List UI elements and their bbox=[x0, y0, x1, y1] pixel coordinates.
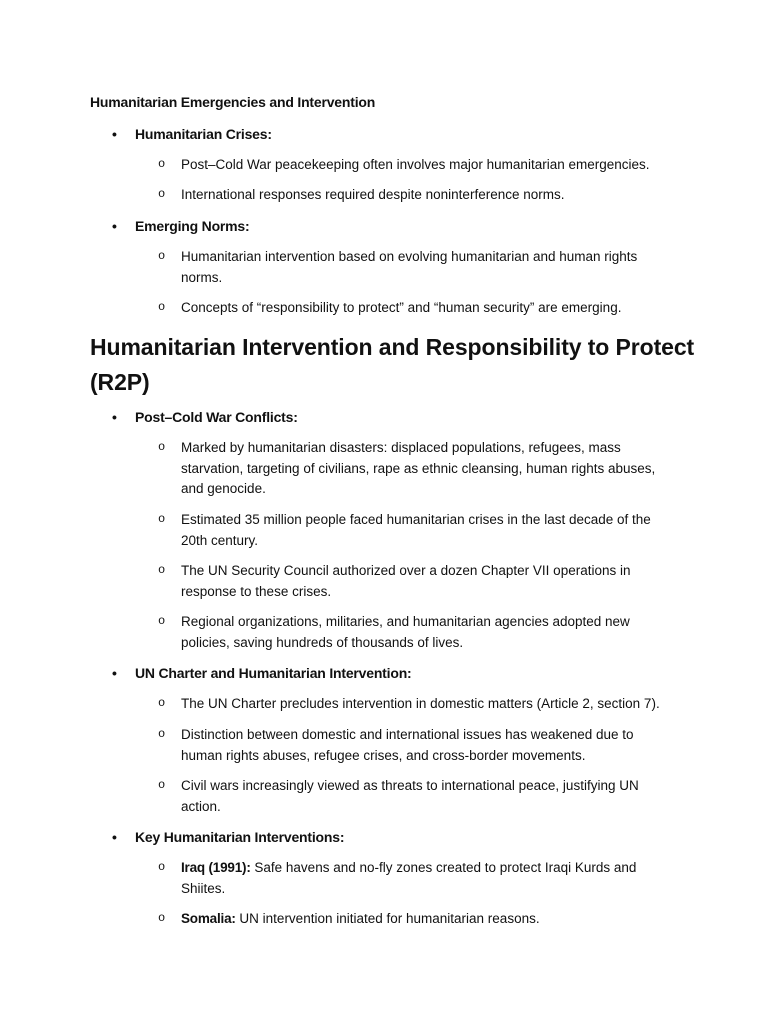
sub-list-item-text: Estimated 35 million people faced humanitarian crises in the last decade of the 20th century. bbox=[181, 512, 651, 548]
sub-bullet-icon: o bbox=[158, 696, 166, 710]
sub-bullet-icon: o bbox=[158, 860, 166, 874]
sub-bullet-icon: o bbox=[158, 614, 166, 628]
sub-bullet-icon: o bbox=[158, 512, 166, 526]
sub-list-item-text: Regional organizations, militaries, and humanitarian agencies adopted new policies, saving hundreds of thousands of lives. bbox=[181, 614, 630, 650]
sub-list-item-text: Post–Cold War peacekeeping often involves major humanitarian emergencies. bbox=[181, 157, 650, 172]
bullet-icon: • bbox=[112, 829, 117, 845]
sub-list-item-text: Concepts of “responsibility to protect” and “human security” are emerging. bbox=[181, 300, 622, 315]
list-item-label: UN Charter and Humanitarian Intervention: bbox=[135, 665, 412, 681]
list-item-label: Post–Cold War Conflicts: bbox=[135, 409, 298, 425]
sub-list-item-text bbox=[181, 858, 678, 899]
sub-bullet-icon: o bbox=[158, 727, 166, 741]
sub-bullet-icon: o bbox=[158, 778, 166, 792]
sub-bullet-icon: o bbox=[158, 300, 166, 314]
sub-list-item-text bbox=[181, 909, 678, 930]
sub-list-item-text: Civil wars increasingly viewed as threats to international peace, justifying UN action. bbox=[181, 778, 639, 814]
sub-bullet-icon: o bbox=[158, 440, 166, 454]
main-heading: Humanitarian Intervention and Responsibility to Protect (R2P) bbox=[90, 334, 695, 395]
sub-bullet-icon: o bbox=[158, 563, 166, 577]
sub-bullet-icon: o bbox=[158, 249, 166, 263]
intervention-text: Safe havens and no-fly zones created to protect Iraqi Kurds and Shiites. bbox=[181, 860, 637, 896]
sub-list-item-text: International responses required despite noninterference norms. bbox=[181, 187, 565, 202]
sub-bullet-icon: o bbox=[158, 187, 166, 201]
sub-list-item-text: Marked by humanitarian disasters: displaced populations, refugees, mass starvation, targeting of civilians, rape as ethnic cleansing, human rights abuses, and genocide. bbox=[181, 440, 656, 496]
list-item-label: Key Humanitarian Interventions: bbox=[135, 829, 345, 845]
intervention-lead: Somalia: bbox=[181, 911, 236, 926]
bullet-icon: • bbox=[112, 218, 117, 234]
intro-heading: Humanitarian Emergencies and Intervention bbox=[90, 94, 376, 110]
sub-bullet-icon: o bbox=[158, 911, 166, 925]
bullet-icon: • bbox=[112, 665, 117, 681]
bullet-icon: • bbox=[112, 126, 117, 142]
intervention-lead: Iraq (1991): bbox=[181, 860, 251, 875]
intervention-text: UN intervention initiated for humanitarian reasons. bbox=[235, 911, 540, 926]
list-item-label: Humanitarian Crises: bbox=[135, 126, 272, 142]
sub-list-item-text: The UN Security Council authorized over a dozen Chapter VII operations in response to these crises. bbox=[181, 563, 631, 599]
list-item-label: Emerging Norms: bbox=[135, 218, 250, 234]
sub-bullet-icon: o bbox=[158, 157, 166, 171]
sub-list-item-text: The UN Charter precludes intervention in domestic matters (Article 2, section 7). bbox=[181, 696, 660, 711]
bullet-icon: • bbox=[112, 409, 117, 425]
sub-list-item-text: Distinction between domestic and international issues has weakened due to human rights abuses, refugee crises, and cross-border movements. bbox=[181, 727, 634, 763]
sub-list-item-text: Humanitarian intervention based on evolving humanitarian and human rights norms. bbox=[181, 249, 638, 285]
